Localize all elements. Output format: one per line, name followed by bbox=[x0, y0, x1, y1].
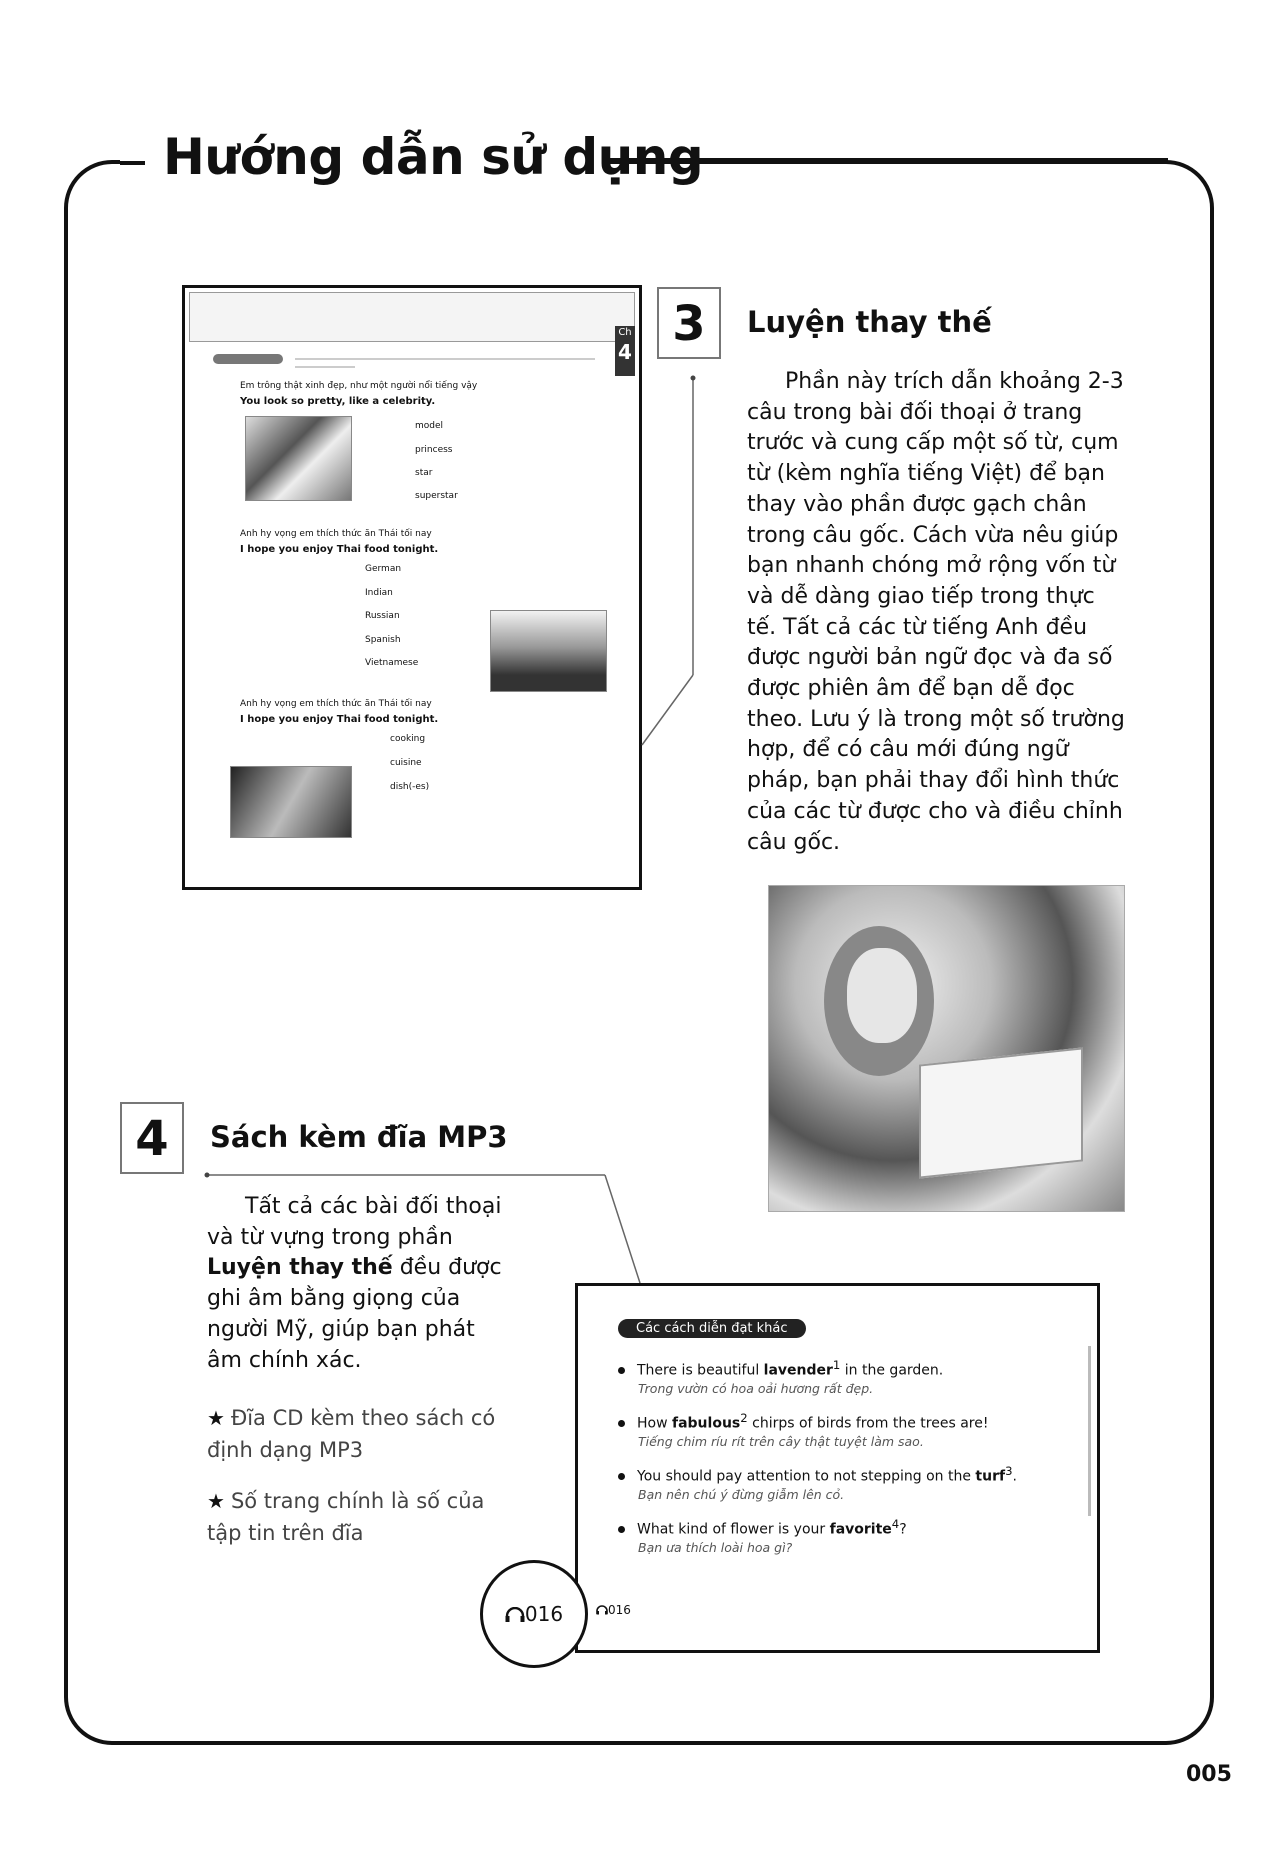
expressions-badge: Các cách diễn đạt khác bbox=[618, 1319, 806, 1338]
headphones-icon-small bbox=[596, 1605, 608, 1615]
photo-woman-laptop bbox=[768, 885, 1125, 1212]
expression-item bbox=[618, 1356, 943, 1398]
track-label-small bbox=[596, 1603, 631, 1617]
expression-text: How bbox=[637, 1415, 672, 1432]
expression-translation: Trong vườn có hoa oải hương rất đẹp. bbox=[638, 1380, 874, 1396]
expression-item bbox=[618, 1462, 1017, 1504]
expression-text: You should pay attention to not stepping on the bbox=[637, 1468, 976, 1485]
section-title-4: Sách kèm đĩa MP3 bbox=[210, 1120, 508, 1154]
expression-text: ? bbox=[899, 1521, 907, 1538]
expression-item bbox=[618, 1515, 907, 1557]
section-title-3: Luyện thay thế bbox=[747, 305, 992, 339]
section-number-4: 4 bbox=[120, 1102, 184, 1174]
section-body-4-text: Tất cả các bài đối thoại và từ vựng trong phần bbox=[207, 1194, 502, 1250]
preview-word: model bbox=[415, 421, 444, 431]
preview-vi-sentence: Em trông thật xinh đẹp, như một người nổi tiếng vậy bbox=[240, 381, 478, 391]
footnote-mark: 2 bbox=[740, 1411, 748, 1425]
chapter-tab-label: Ch bbox=[618, 327, 632, 338]
footnote-mark: 1 bbox=[832, 1358, 841, 1372]
expression-translation: Bạn ưa thích loài hoa gì? bbox=[638, 1539, 793, 1555]
audio-track-callout bbox=[480, 1560, 588, 1668]
headphones-icon bbox=[505, 1607, 525, 1623]
preview-word: Vietnamese bbox=[365, 658, 419, 668]
footnote-mark: 3 bbox=[1005, 1464, 1013, 1478]
footnote-mark: 4 bbox=[891, 1517, 900, 1531]
expression-keyword: favorite bbox=[829, 1521, 892, 1538]
expression-text: There is beautiful bbox=[637, 1362, 764, 1379]
note-text: Số trang chính là số của tập tin trên đĩa bbox=[207, 1489, 485, 1545]
preview-word: Spanish bbox=[365, 635, 401, 645]
preview-word: dish(-es) bbox=[390, 782, 430, 792]
preview-instruction-line bbox=[295, 366, 355, 368]
sample-page-preview bbox=[182, 285, 642, 890]
preview-vi-sentence: Anh hy vọng em thích thức ăn Thái tối nay bbox=[240, 529, 432, 539]
preview-word: superstar bbox=[415, 491, 458, 501]
expression-keyword: turf bbox=[975, 1468, 1006, 1485]
preview-pill bbox=[213, 354, 283, 364]
sample-expressions-box bbox=[575, 1283, 1100, 1653]
title-dash bbox=[120, 161, 145, 165]
preview-photo-food bbox=[230, 766, 352, 838]
section-body-4-text-end: đều được ghi âm bằng giọng của người Mỹ, giúp bạn phát âm chính xác. bbox=[207, 1255, 502, 1373]
preview-en-sentence: You look so pretty, like a celebrity. bbox=[240, 396, 436, 407]
expression-item bbox=[618, 1409, 988, 1451]
section-number-3: 3 bbox=[657, 287, 721, 359]
note-track-number bbox=[207, 1485, 512, 1549]
page-title: Hướng dẫn sử dụng bbox=[163, 128, 704, 186]
chapter-tab-number: 4 bbox=[618, 340, 632, 364]
expression-text: . bbox=[1012, 1468, 1017, 1485]
section-body-3: Phần này trích dẫn khoảng 2-3 câu trong bài đối thoại ở trang trước và cung cấp một số từ, cụm từ (kèm nghĩa tiếng Việt) để bạn thay vào phần được gạch chân trong câu gốc. Cách vừa nêu giúp bạn nhanh chóng mở rộng vốn từ và dễ dàng giao tiếp trong thực tế. Tất cả các từ tiếng Anh đều được người bản ngữ đọc và đa số được phiên âm để bạn dễ đọc theo. Lưu ý là trong một số trường hợp, để có câu mới đúng ngữ pháp, bạn phải thay đổi hình thức của các từ được cho và điều chỉnh câu gốc. bbox=[747, 369, 1125, 855]
preview-en-sentence: I hope you enjoy Thai food tonight. bbox=[240, 714, 439, 725]
track-number-small: 016 bbox=[608, 1603, 631, 1617]
chapter-tab bbox=[615, 326, 635, 376]
note-text: Đĩa CD kèm theo sách có định dạng MP3 bbox=[207, 1406, 496, 1462]
preview-word: Indian bbox=[365, 588, 393, 598]
preview-word: princess bbox=[415, 445, 453, 455]
section-body-4-highlight: Luyện thay thế bbox=[207, 1255, 393, 1281]
expression-text: What kind of flower is your bbox=[637, 1521, 830, 1538]
preview-vi-sentence: Anh hy vọng em thích thức ăn Thái tối nay bbox=[240, 699, 432, 709]
expression-keyword: fabulous bbox=[672, 1415, 741, 1432]
photo-face bbox=[847, 948, 917, 1043]
preview-photo-cathedral bbox=[490, 610, 607, 692]
track-number: 016 bbox=[524, 1602, 564, 1626]
section-body-4 bbox=[207, 1192, 512, 1376]
photo-laptop bbox=[919, 1047, 1083, 1178]
expression-translation: Tiếng chim ríu rít trên cây thật tuyệt làm sao. bbox=[638, 1433, 924, 1449]
preview-word: cuisine bbox=[390, 758, 422, 768]
note-cd-format bbox=[207, 1402, 512, 1466]
expression-keyword: lavender bbox=[763, 1362, 833, 1379]
preview-en-sentence: I hope you enjoy Thai food tonight. bbox=[240, 544, 439, 555]
expression-text: in the garden. bbox=[840, 1362, 944, 1379]
bullet-dot bbox=[618, 1473, 625, 1480]
preview-photo-celebrity bbox=[245, 416, 352, 501]
preview-word: German bbox=[365, 564, 402, 574]
expression-text: chirps of birds from the trees are! bbox=[747, 1415, 989, 1432]
sample-side-line bbox=[1088, 1346, 1091, 1516]
bullet-dot bbox=[618, 1367, 625, 1374]
preview-word: star bbox=[415, 468, 433, 478]
preview-word: Russian bbox=[365, 611, 400, 621]
bullet-dot bbox=[618, 1420, 625, 1427]
expression-translation: Bạn nên chú ý đừng giẫm lên cỏ. bbox=[638, 1486, 845, 1502]
star-icon: ★ bbox=[207, 1406, 225, 1430]
bullet-dot bbox=[618, 1526, 625, 1533]
preview-instruction-line bbox=[295, 358, 595, 360]
preview-word: cooking bbox=[390, 734, 426, 744]
page-number: 005 bbox=[1186, 1762, 1232, 1787]
star-icon: ★ bbox=[207, 1489, 225, 1513]
preview-header-bar bbox=[189, 292, 635, 342]
